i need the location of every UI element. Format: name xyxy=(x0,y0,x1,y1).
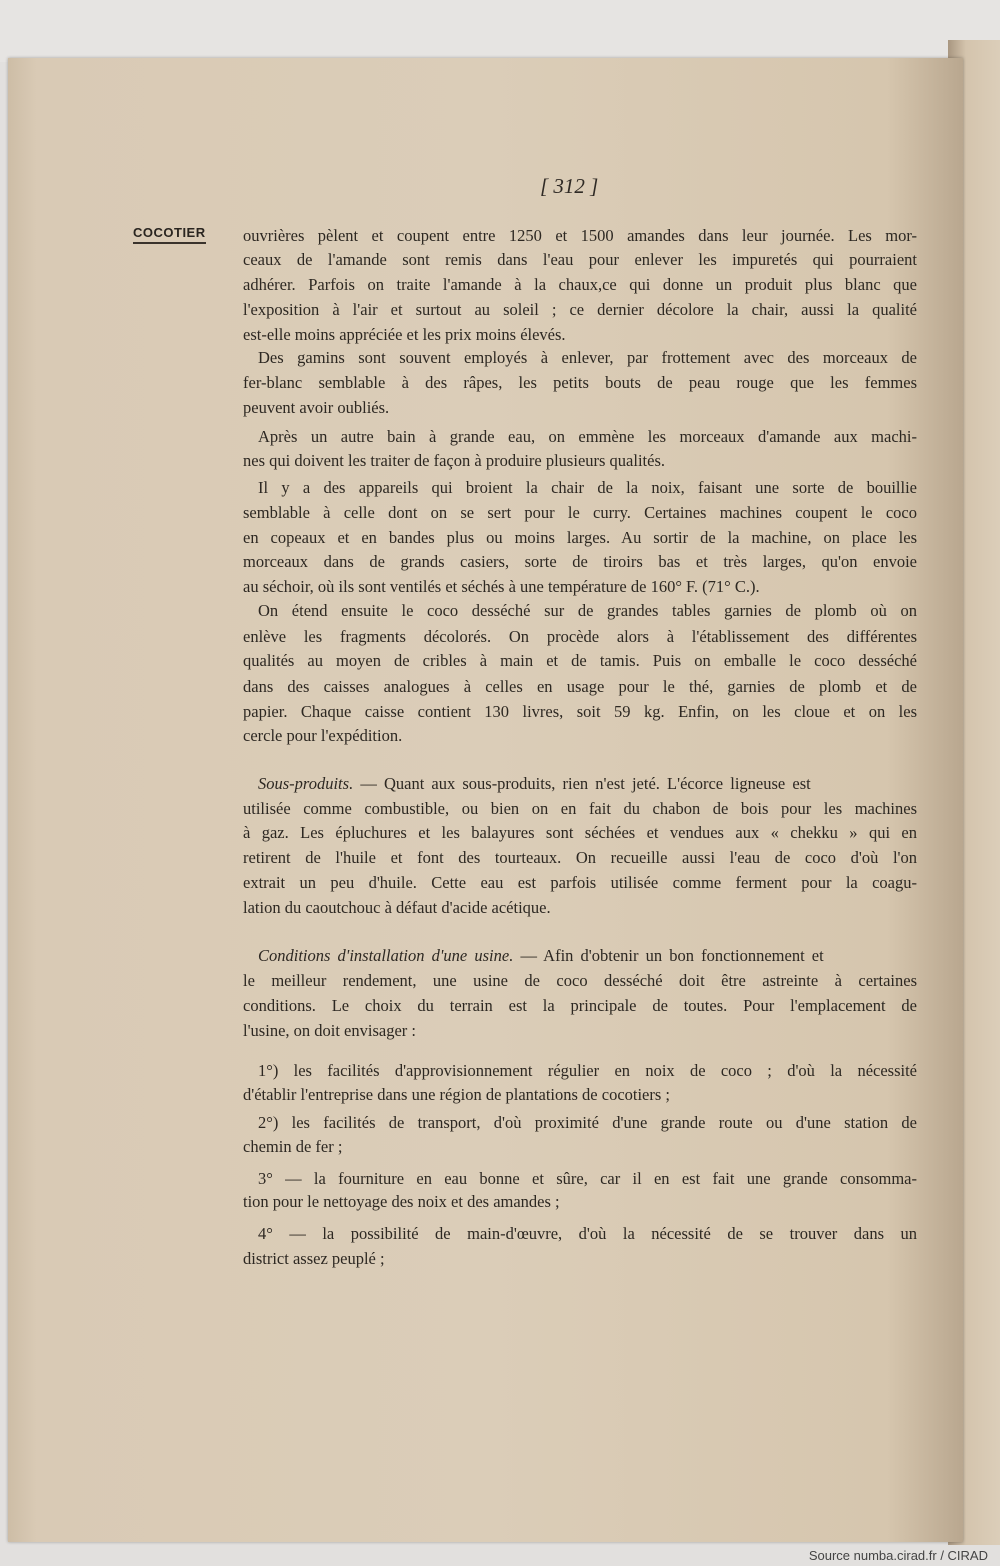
paragraph-first-line: Des gamins sont souvent employés à enlever, par frottement avec des morceaux de xyxy=(258,348,917,367)
paragraph-first-line xyxy=(258,774,917,794)
paragraph-line: en copeaux et en bandes plus ou moins larges. Au sortir de la machine, on place les xyxy=(243,528,917,547)
viewer-top-bar xyxy=(0,0,1000,62)
line-text: — Afin d'obtenir un bon fonctionnement et xyxy=(513,946,824,965)
paragraph-first-line: Après un autre bain à grande eau, on emmène les morceaux d'amande aux machi- xyxy=(258,427,917,446)
paragraph-line: extrait un peu d'huile. Cette eau est parfois utilisée comme ferment pour la coagu- xyxy=(243,873,917,892)
paragraph-line: conditions. Le choix du terrain est la principale de toutes. Pour l'emplacement de xyxy=(243,996,917,1015)
section-heading: Sous-produits. xyxy=(258,774,354,793)
page-number xyxy=(540,174,598,199)
paragraph-line: tion pour le nettoyage des noix et des amandes ; xyxy=(243,1192,560,1211)
paragraph-line: nes qui doivent les traiter de façon à produire plusieurs qualités. xyxy=(243,451,665,470)
paragraph-line: enlève les fragments décolorés. On procède alors à l'établissement des différentes xyxy=(243,627,917,646)
paragraph-line: au séchoir, où ils sont ventilés et séchés à une température de 160° F. (71° C.). xyxy=(243,577,760,596)
paragraph-line: d'établir l'entreprise dans une région de plantations de cocotiers ; xyxy=(243,1085,671,1104)
paragraph-line: l'usine, on doit envisager : xyxy=(243,1021,416,1040)
paragraph-line: adhérer. Parfois on traite l'amande à la chaux,ce qui donne un produit plus blanc que xyxy=(243,275,917,294)
paragraph-line: fer-blanc semblable à des râpes, les petits bouts de peau rouge que les femmes xyxy=(243,373,917,392)
paragraph-line: est-elle moins appréciée et les prix moins élevés. xyxy=(243,325,566,344)
paragraph-first-line: 1°) les facilités d'approvisionnement régulier en noix de coco ; d'où la nécessité xyxy=(258,1061,917,1080)
paragraph-line: utilisée comme combustible, ou bien on en fait du chabon de bois pour les machines xyxy=(243,799,917,818)
paragraph-first-line: ouvrières pèlent et coupent entre 1250 et 1500 amandes dans leur journée. Les mor- xyxy=(243,226,917,245)
paragraph-line: papier. Chaque caisse contient 130 livres, soit 59 kg. Enfin, on les cloue et on les xyxy=(243,702,917,721)
paragraph-line: cercle pour l'expédition. xyxy=(243,726,403,745)
paragraph-line: morceaux dans de grands casiers, sorte de tiroirs bas et très larges, qu'on envoie xyxy=(243,552,917,571)
paragraph-first-line: 3° — la fourniture en eau bonne et sûre, car il en est fait une grande consomma- xyxy=(258,1169,917,1188)
paragraph-line: l'exposition à l'air et surtout au soleil ; ce dernier décolore la chair, aussi la qualité xyxy=(243,300,917,319)
paragraph-line: retirent de l'huile et font des tourteaux. On recueille aussi l'eau de coco d'où l'on xyxy=(243,848,917,867)
paragraph-line: peuvent avoir oubliés. xyxy=(243,398,390,417)
paragraph-first-line: 2°) les facilités de transport, d'où proximité d'une grande route ou d'une station de xyxy=(258,1113,917,1132)
paragraph-first-line xyxy=(258,946,917,966)
paragraph-line: à gaz. Les épluchures et les balayures sont séchées et vendues aux « chekku » qui en xyxy=(243,823,917,842)
paragraph-first-line: Il y a des appareils qui broient la chair de la noix, faisant une sorte de bouillie xyxy=(258,478,917,497)
section-heading: Conditions d'installation d'une usine. xyxy=(258,946,514,965)
paragraph-line: dans des caisses analogues à celles en usage pour le thé, garnies de plomb et de xyxy=(243,677,917,696)
paragraph-first-line: On étend ensuite le coco desséché sur de grandes tables garnies de plomb où on xyxy=(258,601,917,620)
paragraph-line: le meilleur rendement, une usine de coco desséché doit être astreinte à certaines xyxy=(243,971,917,990)
paragraph-line: chemin de fer ; xyxy=(243,1137,343,1156)
page-number-text: [ 312 ] xyxy=(540,174,599,198)
line-text: — Quant aux sous-produits, rien n'est jeté. L'écorce ligneuse est xyxy=(353,774,811,793)
paragraph-line: lation du caoutchouc à défaut d'acide acétique. xyxy=(243,898,551,917)
source-credit: Source numba.cirad.fr / CIRAD xyxy=(808,1548,988,1563)
paragraph-line: qualités au moyen de cribles à main et de tamis. Puis on emballe le coco desséché xyxy=(243,651,917,670)
paragraph-line: ceaux de l'amande sont remis dans l'eau pour enlever les impuretés qui pourraient xyxy=(243,250,917,269)
paragraph-line: district assez peuplé ; xyxy=(243,1249,385,1268)
paragraph-first-line: 4° — la possibilité de main-d'œuvre, d'où la nécessité de se trouver dans un xyxy=(258,1224,917,1243)
paragraph-line: semblable à celle dont on se sert pour le curry. Certaines machines coupent le coco xyxy=(243,503,917,522)
margin-label: COCOTIER xyxy=(133,225,206,244)
